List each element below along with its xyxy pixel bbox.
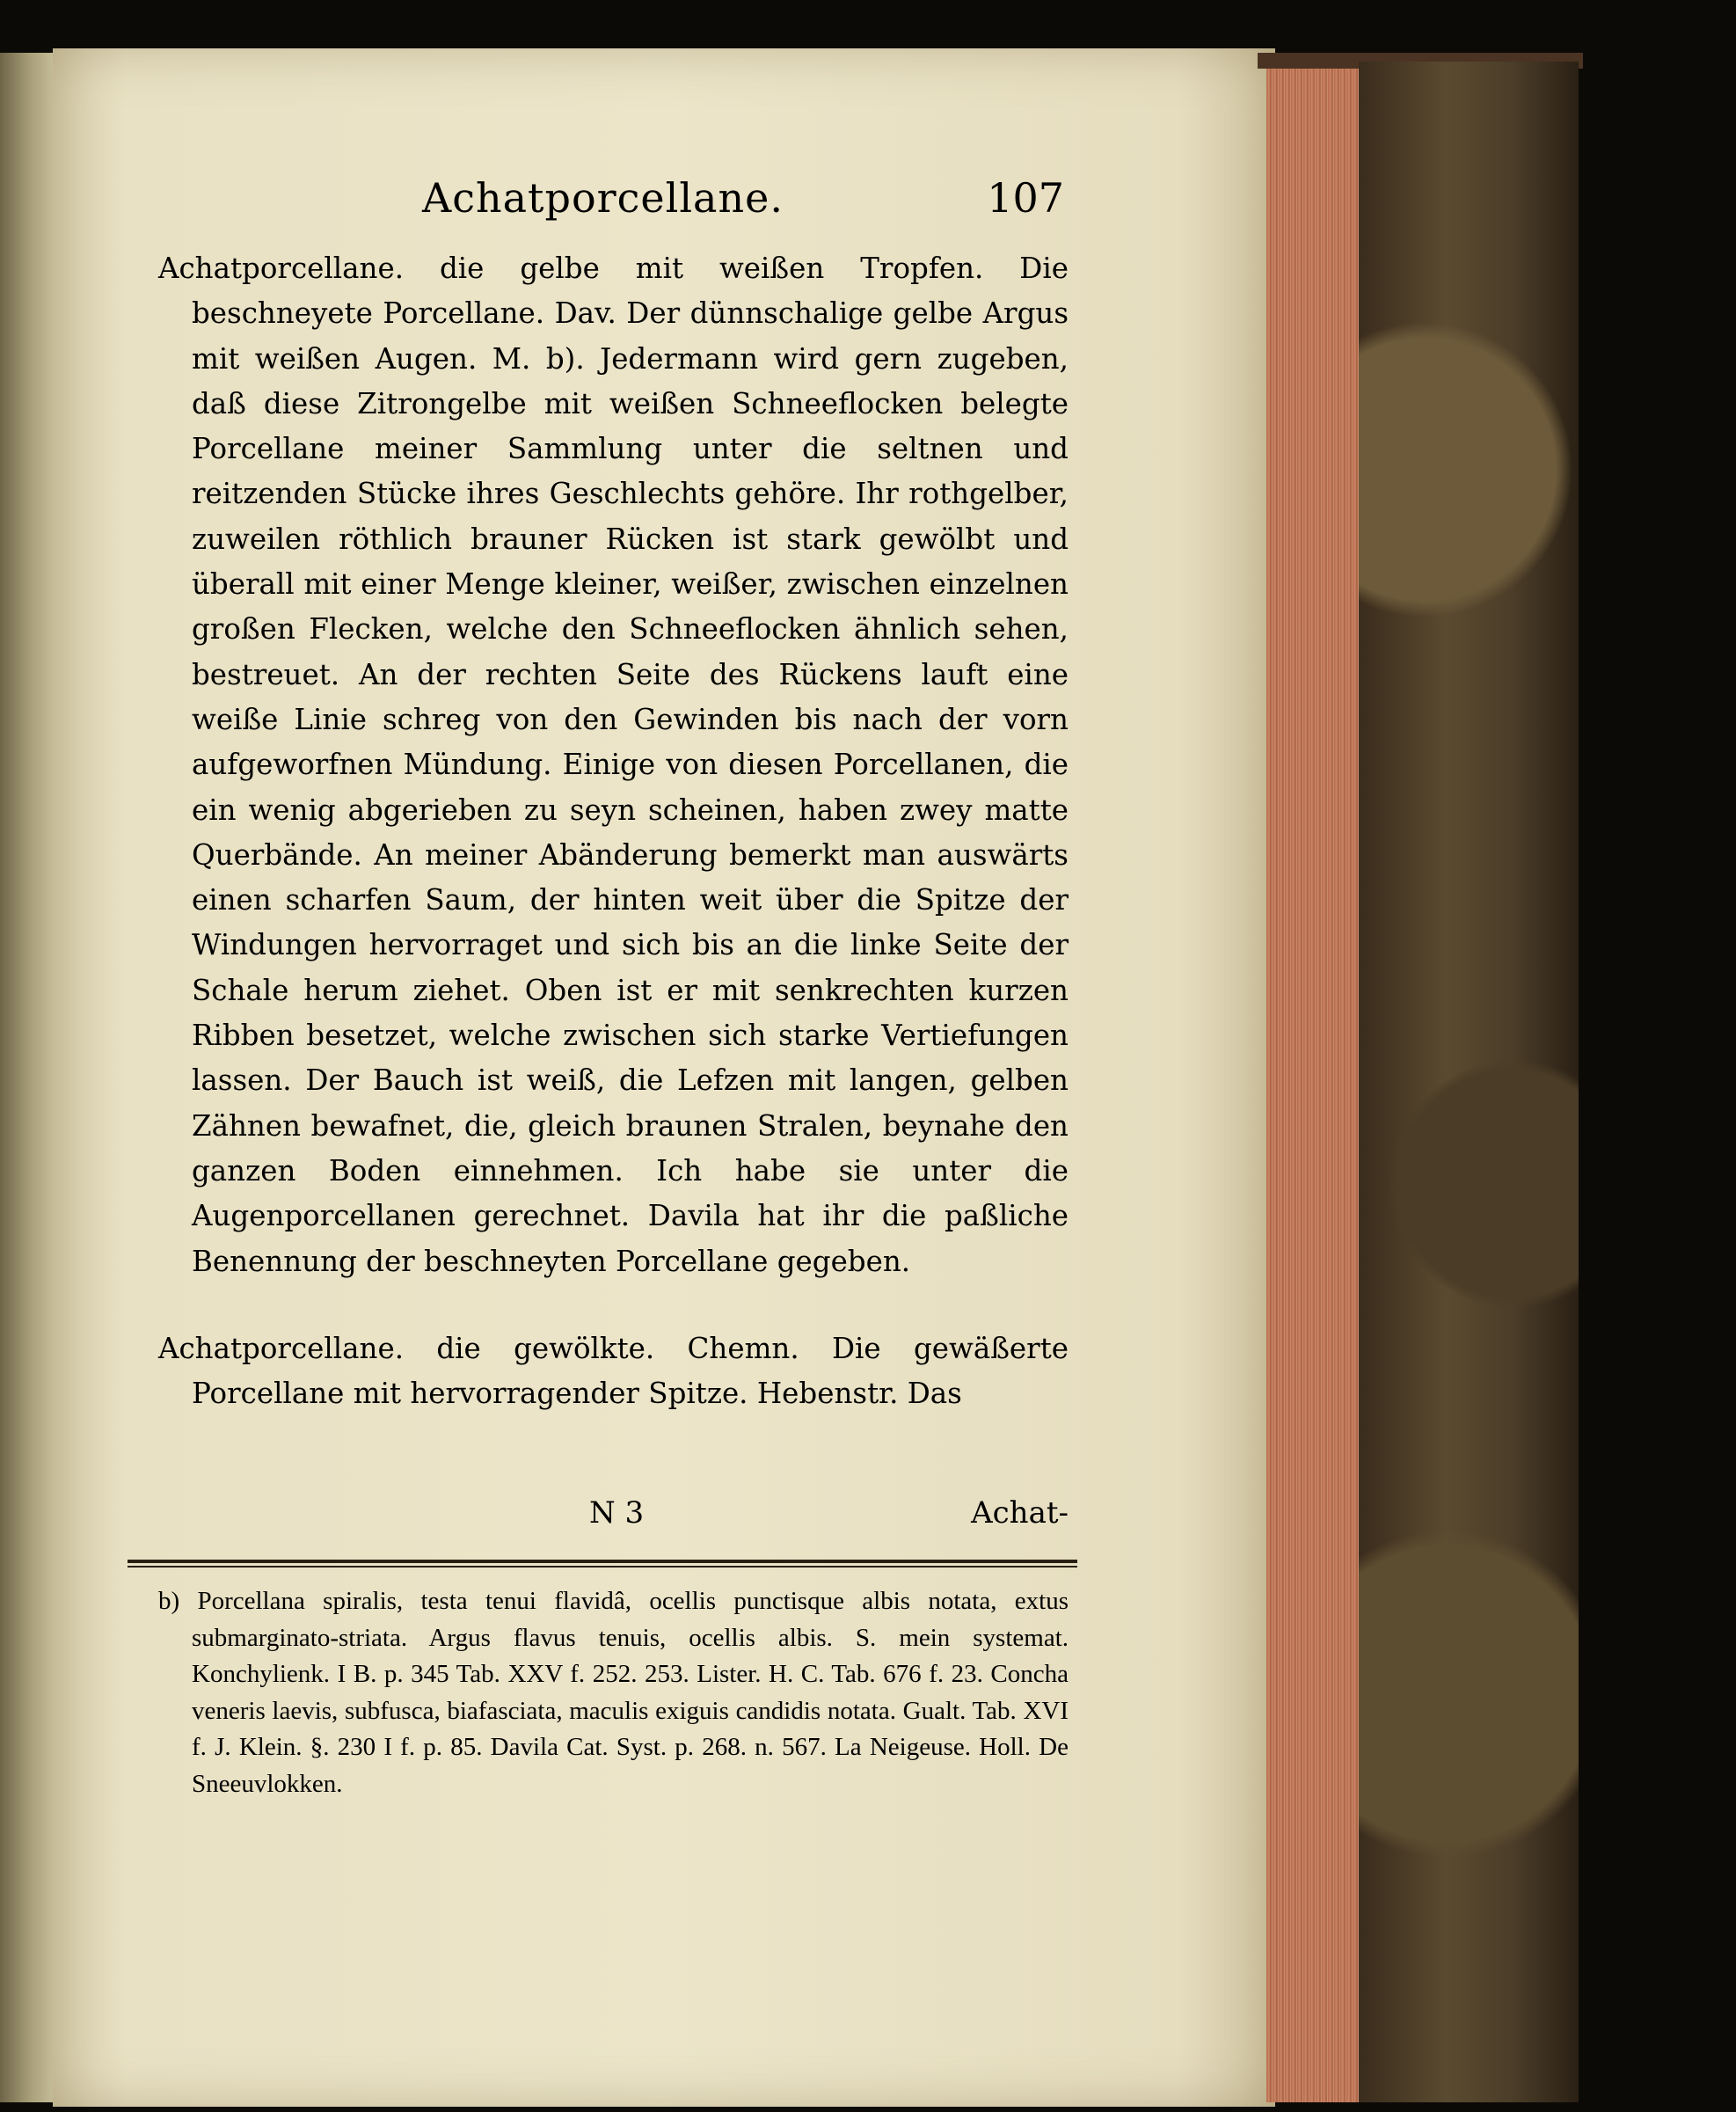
page-number: 107 <box>987 174 1064 222</box>
footnote <box>158 1583 1069 1802</box>
footnote-rule-thick <box>128 1560 1077 1563</box>
running-head <box>264 167 1064 238</box>
running-head-title: Achatporcellane. <box>422 174 784 222</box>
footnote-rule-thin <box>128 1566 1077 1568</box>
catchline <box>158 1491 1069 1535</box>
catchword: Achat- <box>971 1495 1069 1531</box>
paragraph-gap <box>158 1284 1069 1326</box>
signature-mark: N 3 <box>589 1495 645 1531</box>
page-fore-edge <box>1266 62 1363 2102</box>
main-text <box>158 246 1069 1416</box>
paragraph-snow-porcelain: Achatporcellane. die gelbe mit weißen Tropfen. Die beschneyete Porcellane. Dav. Der dünnschalige gelbe Argus mit weißen Augen. M. b). Jedermann wird gern zugeben, daß diese Zitrongelbe mit weißen Schneeflocken belegte Porcellane meiner Sammlung unter die seltnen und reitzenden Stücke ihres Geschlechts gehöre. Ihr rothgelber, zuweilen röthlich brauner Rücken ist stark gewölbt und überall mit einer Menge kleiner, weißer, zwischen einzelnen großen Flecken, welche den Schneeflocken ähnlich sehen, bestreuet. An der rechten Seite des Rückens lauft eine weiße Linie schreg von den Gewinden bis nach der vorn aufgeworfnen Mündung. Einige von diesen Porcellanen, die ein wenig abgerieben zu seyn scheinen, haben zwey matte Querbände. An meiner Abänderung bemerkt man auswärts einen scharfen Saum, der hinten weit über die Spitze der Windungen hervorraget und sich bis an die linke Seite der Schale herum ziehet. Oben ist er mit senkrechten kurzen Ribben besetzet, welche zwischen sich starke Vertiefungen lassen. Der Bauch ist weiß, die Lefzen mit langen, gelben Zähnen bewafnet, die, gleich braunen Stralen, beynahe den ganzen Boden einnehmen. Ich habe sie unter die Augenporcellanen gerechnet. Davila hat ihr die paßliche Benennung der beschneyten Porcellane gegeben. <box>158 252 1069 1278</box>
marbled-cover <box>1359 62 1579 2102</box>
paragraph-clouded-porcelain: Achatporcellane. die gewölkte. Chemn. Die gewäßerte Porcellane mit hervorragender Spitze. Hebenstr. Das <box>158 1331 1069 1411</box>
footnote-b: b) Porcellana spiralis, testa tenui flavidâ, ocellis punctisque albis notata, extus submarginato-striata. Argus flavus tenuis, ocellis albis. S. mein systemat. Konchylienk. I B. p. 345 Tab. XXV f. 252. 253. Lister. H. C. Tab. 676 f. 23. Concha veneris laevis, subfusca, biafasciata, maculis exiguis candidis notata. Gualt. Tab. XVI f. J. Klein. §. 230 I f. p. 85. Davila Cat. Syst. p. 268. n. 567. La Neigeuse. Holl. De Sneeuvlokken. <box>158 1587 1069 1798</box>
